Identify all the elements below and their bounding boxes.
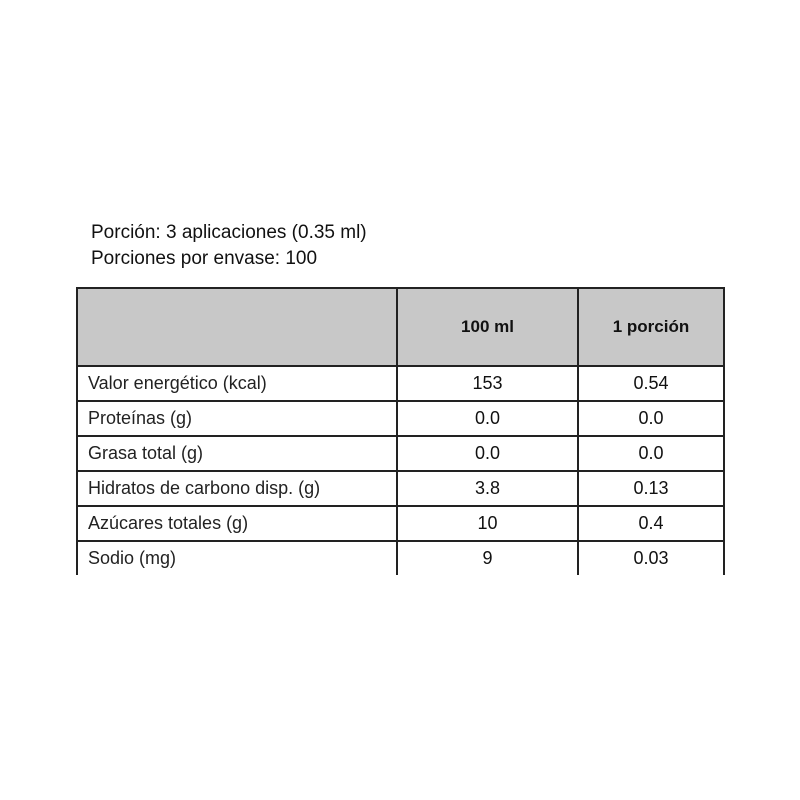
value-100ml: 9 [397,541,578,575]
nutrient-label: Valor energético (kcal) [77,366,397,401]
table-row [77,401,724,436]
table-row [77,506,724,541]
value-100ml: 0.0 [397,436,578,471]
value-100ml: 153 [397,366,578,401]
value-100ml: 10 [397,506,578,541]
table-row [77,366,724,401]
table-row [77,471,724,506]
table-header-row [77,288,724,366]
servings-per-container: Porciones por envase: 100 [91,248,318,269]
nutrient-label: Sodio (mg) [77,541,397,575]
value-per-serving: 0.03 [578,541,724,575]
value-per-serving: 0.54 [578,366,724,401]
value-per-serving: 0.0 [578,436,724,471]
serving-size: Porción: 3 aplicaciones (0.35 ml) [91,222,367,243]
nutrient-label: Hidratos de carbono disp. (g) [77,471,397,506]
nutrient-label: Grasa total (g) [77,436,397,471]
table-row [77,436,724,471]
header-empty [77,288,397,366]
table-row [77,541,724,575]
value-100ml: 3.8 [397,471,578,506]
value-per-serving: 0.13 [578,471,724,506]
header-1-porcion: 1 porción [578,288,724,366]
value-per-serving: 0.0 [578,401,724,436]
nutrient-label: Proteínas (g) [77,401,397,436]
nutrition-table [76,287,725,575]
nutrient-label: Azúcares totales (g) [77,506,397,541]
value-100ml: 0.0 [397,401,578,436]
header-100ml: 100 ml [397,288,578,366]
value-per-serving: 0.4 [578,506,724,541]
